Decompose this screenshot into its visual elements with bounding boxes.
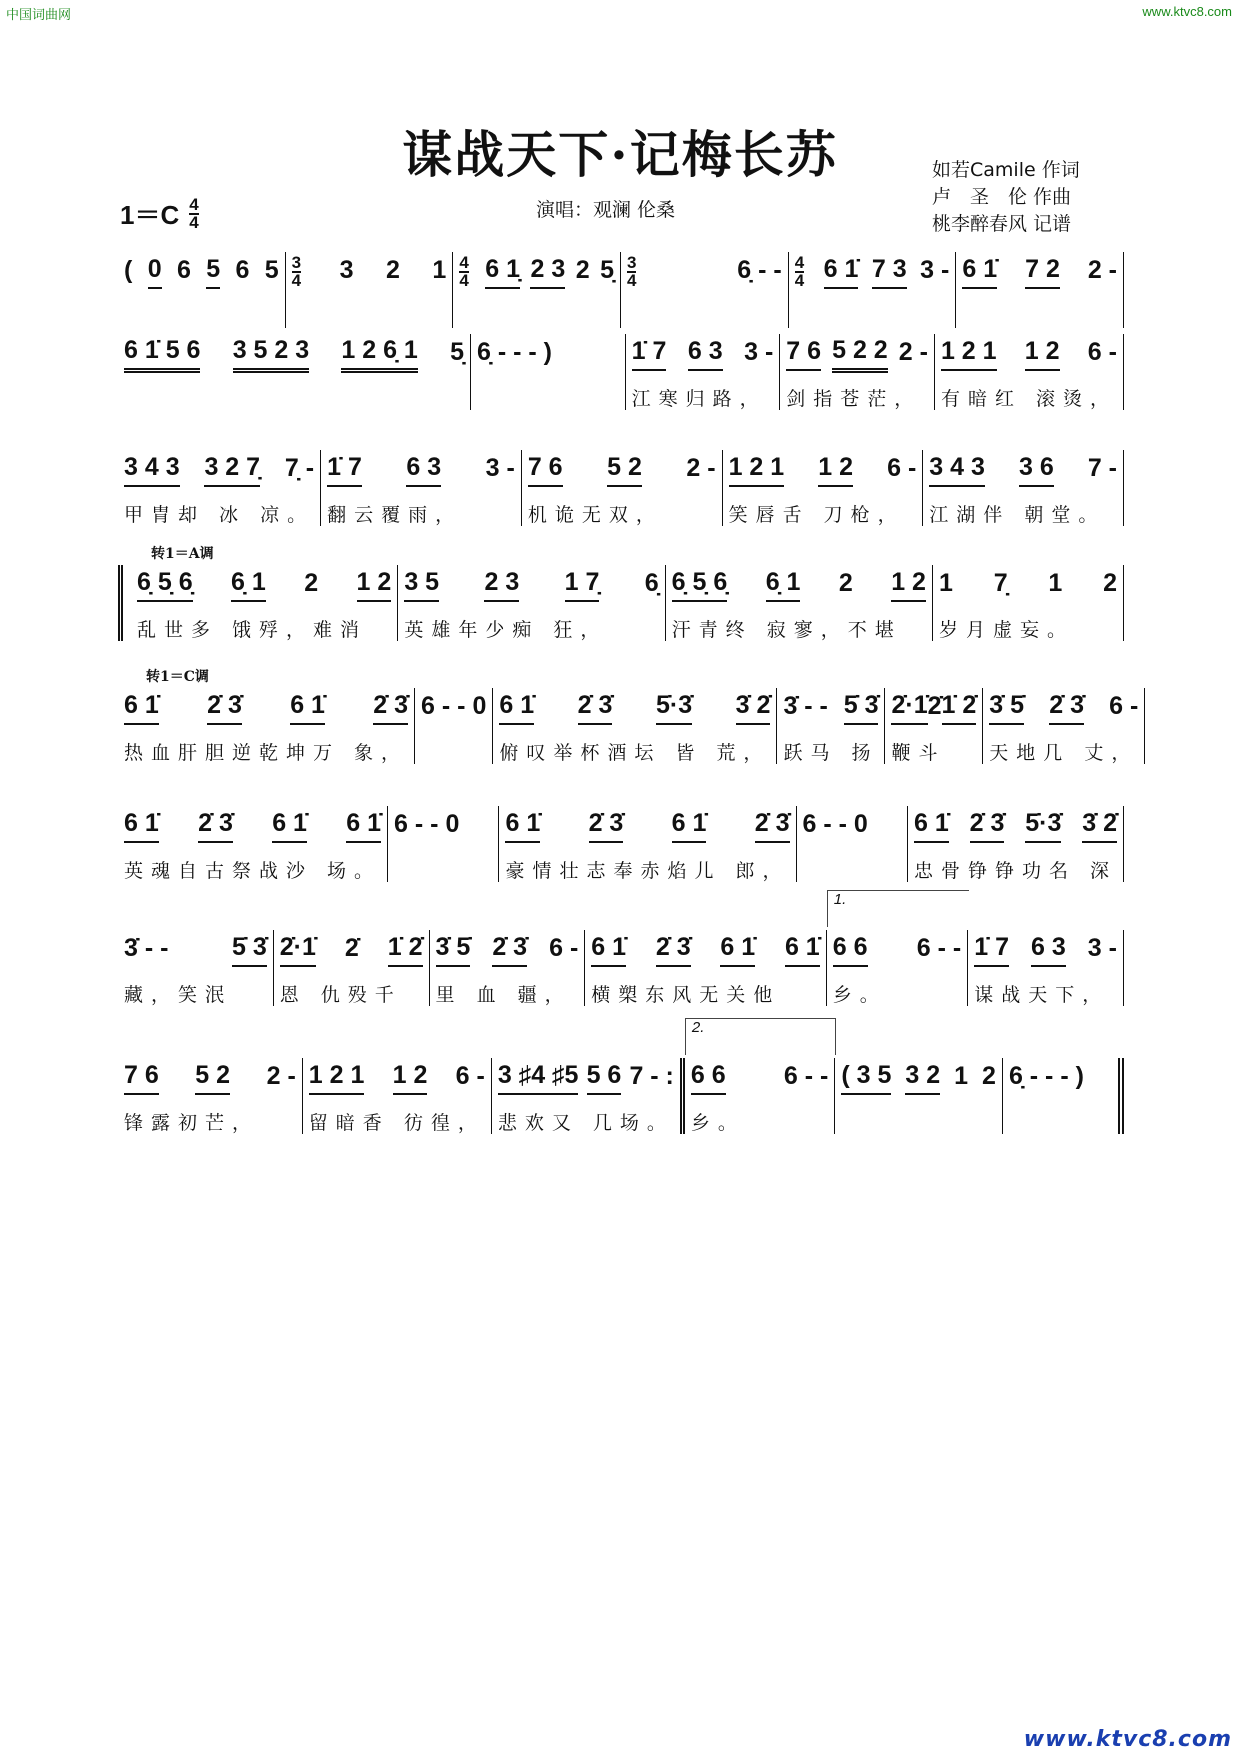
score-row <box>118 669 1139 764</box>
time-signature <box>189 194 199 232</box>
note-group: 7 6 <box>124 1061 159 1095</box>
lyric-line: 热血肝胆逆乾坤万 象， <box>124 742 409 764</box>
time-signature: 4 4 <box>459 253 469 290</box>
note-group: 2̇·1̇ <box>891 691 927 725</box>
measure <box>492 1058 685 1134</box>
measure <box>493 688 777 764</box>
measure <box>118 252 286 328</box>
note-line <box>499 688 770 728</box>
lyric-line: 乡。 <box>690 1112 745 1134</box>
note-group: 3 4 3 <box>929 453 985 487</box>
lyric-line <box>1009 1108 1112 1134</box>
measure <box>968 930 1124 1006</box>
lyric-line: 剑指苍茫， <box>786 388 922 410</box>
measure <box>415 688 493 764</box>
note-group: 1 2 6̣ 1 <box>341 336 417 373</box>
note-line <box>632 334 774 374</box>
note-line <box>929 450 1117 490</box>
measure <box>118 930 274 1006</box>
lyric-line <box>477 384 619 410</box>
measure <box>274 930 430 1006</box>
note-group: 1 2 <box>357 568 392 602</box>
lyric-line <box>795 302 950 328</box>
lyric-line: 悲欢又 几场。 <box>497 1112 674 1134</box>
note-group: 6 - - <box>916 934 962 962</box>
note-group: 6 - - 0 <box>421 692 487 720</box>
measure <box>398 565 665 641</box>
note-line <box>436 930 579 970</box>
note-line <box>941 334 1117 374</box>
note-line <box>498 1058 674 1098</box>
measure <box>471 334 626 410</box>
note-group: 5 <box>206 255 220 289</box>
note-group: 6 3 <box>1031 933 1066 967</box>
lyric-line: 天地几 丈， <box>989 742 1139 764</box>
measure <box>780 334 935 410</box>
lyric-line <box>124 302 279 328</box>
note-group: 3̇ 2̇ <box>736 691 771 725</box>
measure <box>723 450 924 526</box>
note-group: 2 - <box>266 1062 296 1090</box>
note-line <box>327 450 515 490</box>
note-group: 3 4 3 <box>124 453 180 487</box>
note-group: 6 1̇ <box>962 255 997 289</box>
note-line <box>528 450 716 490</box>
measure <box>118 334 471 410</box>
lyric-line: 汗青终 寂寥，不堪 <box>671 619 902 641</box>
lyric-line: 藏，笑泯 <box>124 984 233 1006</box>
lyric-line <box>394 856 492 882</box>
note-group: 6 1̇ <box>720 933 755 967</box>
note-group: 1 2 1 <box>941 337 997 371</box>
note-group: 6 1̇ <box>346 809 381 843</box>
note-group: 3 6 <box>1019 453 1054 487</box>
site-name-left[interactable]: 中国词曲网 <box>6 8 72 23</box>
lyric-line: 笑唇舌 刀枪， <box>728 504 905 526</box>
note-line <box>939 565 1117 605</box>
note-group: 6 3 <box>688 337 723 371</box>
lyric-line: 英雄年少痴 狂， <box>404 619 608 641</box>
note-group: 2 3 <box>484 568 519 602</box>
lyric-line: 锋露初芒， <box>124 1112 260 1134</box>
note-group: 6 3 <box>406 453 441 487</box>
lyric-line: 翻云覆雨， <box>327 504 463 526</box>
note-group: 6 - <box>887 454 917 482</box>
lyric-line <box>124 384 464 410</box>
note-group: 6̣ - - <box>737 256 782 284</box>
lyric-line: 跃马 扬 <box>783 742 879 764</box>
measure <box>626 334 781 410</box>
note-group: 6 1̇ <box>272 809 307 843</box>
note-group: ( 3 5 <box>841 1061 891 1095</box>
measure <box>118 546 398 641</box>
measure <box>935 334 1124 410</box>
note-line <box>914 806 1117 846</box>
note-group: 2 <box>838 569 853 597</box>
measure <box>789 252 957 328</box>
note-line <box>124 930 267 970</box>
note-group: 7̣ <box>993 569 1008 597</box>
note-group: 2 <box>386 256 400 284</box>
measure <box>522 450 723 526</box>
note-group: 3 <box>339 256 354 284</box>
note-group: 7 6 <box>786 337 821 371</box>
note-group: 2̇ 3̇ <box>656 933 691 967</box>
composer-credit: 卢 圣 伦 作曲 <box>932 186 1072 208</box>
note-group: 2 - <box>1087 256 1118 284</box>
note-group: 5 2 <box>195 1061 230 1095</box>
note-group: 2 <box>1103 569 1117 597</box>
note-group: 7 3 <box>872 255 907 289</box>
note-group: 3̇ 5̇ <box>436 933 471 967</box>
measure <box>430 930 586 1006</box>
note-group: 3 5 <box>404 568 439 602</box>
note-line <box>833 930 962 970</box>
note-line <box>1009 1058 1112 1098</box>
measure <box>908 806 1124 882</box>
measure <box>885 688 983 764</box>
note-group: 6 <box>235 256 250 284</box>
note-group: 6̣ - - - ) <box>476 338 552 366</box>
note-group: 1 <box>954 1062 969 1090</box>
note-group: 6 1̇ <box>124 809 159 843</box>
measure <box>321 450 522 526</box>
note-group: 5 <box>264 256 279 284</box>
note-group: 1 2 1 <box>309 1061 365 1095</box>
measure <box>118 450 321 526</box>
note-line <box>989 688 1138 728</box>
score-row <box>118 1019 1124 1134</box>
note-group: 6 1̇ <box>591 933 626 967</box>
note-group: 6̣ <box>644 569 659 597</box>
note-group: 5̇·3̇ <box>1025 809 1061 843</box>
note-group: 5 6 <box>587 1061 622 1095</box>
note-group: 6 1̇ <box>124 691 159 725</box>
note-group: 5 2 <box>607 453 642 487</box>
note-line <box>783 688 878 728</box>
note-group: 3̇ 5̇ <box>989 691 1024 725</box>
lyric-line <box>459 302 614 328</box>
measure <box>286 252 454 328</box>
note-group: 6 1̇ <box>914 809 949 843</box>
measure <box>835 1058 1003 1134</box>
lyric-line: 江寒归路， <box>631 388 767 410</box>
lyric-line <box>962 302 1117 328</box>
note-group: 1 <box>938 569 953 597</box>
note-group: 6 - - <box>783 1062 829 1090</box>
lyric-line: 俯叹举杯酒坛 皆 荒， <box>499 742 771 764</box>
key-signature <box>120 195 205 232</box>
note-group: 2̇ 3̇ <box>970 809 1005 843</box>
score-row <box>118 546 1124 641</box>
lyric-line <box>627 302 782 328</box>
note-group: 6 1̇ <box>824 255 859 289</box>
measure <box>118 1058 303 1134</box>
volta-bracket: 2. <box>685 1018 836 1055</box>
note-line <box>803 806 901 846</box>
note-line <box>124 450 314 490</box>
measure <box>621 252 789 328</box>
note-group: 6 1̇ 5 6 <box>124 336 200 373</box>
lyricist-credit: 如若Camile 作词 <box>932 159 1080 181</box>
note-line <box>962 252 1117 292</box>
note-group: 5̇ 3̇ <box>232 933 267 967</box>
measure <box>303 1058 492 1134</box>
measure <box>777 688 885 764</box>
note-line <box>124 334 464 374</box>
note-group: 5̣ <box>450 338 464 366</box>
note-group: 2̇·1̇ <box>280 933 316 967</box>
lyric-line: 甲胄却 冰 凉。 <box>124 504 315 526</box>
note-group: 6̣ 5̣ 6̣ <box>137 568 193 602</box>
lyric-line: 恩 仇殁千 <box>279 984 402 1006</box>
note-group: 5̇·3̇ <box>656 691 692 725</box>
note-group: 1 2 <box>1025 337 1060 371</box>
measure <box>685 1019 835 1134</box>
note-group: 3 ♯4 ♯5 <box>498 1061 579 1095</box>
note-group: 7 6 <box>528 453 563 487</box>
note-group: 3̇ - - <box>783 692 828 720</box>
note-group: 2 - <box>686 454 716 482</box>
measure <box>666 565 933 641</box>
note-line <box>124 806 381 846</box>
note-line <box>292 252 447 292</box>
lyric-line: 乡。 <box>832 984 887 1006</box>
note-group: 6 - - 0 <box>394 810 460 838</box>
lyric-line: 江湖伴 朝堂。 <box>929 504 1106 526</box>
note-group: 5 2 2 <box>832 336 888 373</box>
note-group: 2̇ 3̇ <box>1049 691 1084 725</box>
note-line <box>591 930 819 970</box>
time-top: 4 <box>189 194 199 214</box>
note-group: 6 <box>176 256 191 284</box>
note-group: 2̇ 3̇ <box>373 691 408 725</box>
note-group: 6̣ 1 <box>231 568 266 602</box>
lyric-line: 忠骨铮铮功名 深 <box>913 860 1118 882</box>
note-line <box>404 565 658 605</box>
lyric-line: 机诡无双， <box>527 504 663 526</box>
note-group: 6 - <box>1087 338 1117 366</box>
measure <box>983 688 1145 764</box>
note-group: 1̇ 7 <box>974 933 1009 967</box>
note-line <box>891 688 976 728</box>
note-group: 2̇ 3̇ <box>578 691 613 725</box>
lyric-line: 岁月虚妄。 <box>938 619 1074 641</box>
note-line <box>137 565 391 605</box>
note-line <box>627 252 782 292</box>
note-group: 1̇ 7 <box>327 453 362 487</box>
note-line <box>691 1058 828 1098</box>
time-signature: 4 4 <box>794 253 805 290</box>
note-group: 0 <box>148 255 162 289</box>
note-group: 3̇ - - <box>124 934 169 962</box>
measure <box>797 806 908 882</box>
note-group: 1 2 <box>891 568 926 602</box>
score-row <box>118 806 1124 882</box>
lyric-line <box>292 302 447 328</box>
site-url-right[interactable]: www.ktvc8.com <box>1142 4 1232 19</box>
measure <box>923 450 1124 526</box>
note-group: 2̇ <box>344 934 359 962</box>
note-line <box>786 334 928 374</box>
note-line <box>795 252 950 292</box>
note-line <box>459 252 614 292</box>
note-line <box>841 1058 996 1098</box>
note-line <box>505 806 789 846</box>
note-group: 1 7̣ <box>565 568 600 602</box>
measure <box>453 252 621 328</box>
note-group: 5̣ <box>600 256 614 284</box>
note-group: 5̇ 3̇ <box>844 691 879 725</box>
note-group: 2̇ 3̇ <box>755 809 790 843</box>
note-group: 6̣ 1 <box>766 568 801 602</box>
note-group: 6̣ 5̣ 6̣ <box>672 568 728 602</box>
measure <box>827 891 969 1006</box>
note-group: 2 <box>575 256 590 284</box>
time-bottom: 4 <box>189 212 199 232</box>
note-group: 6 - <box>549 934 579 962</box>
note-group: 7̣ - <box>284 454 315 482</box>
note-group: 3 - <box>485 454 515 482</box>
note-group: 6 - <box>455 1062 485 1090</box>
time-signature: 3 4 <box>291 253 302 290</box>
note-group: 6 1̣ <box>485 255 520 289</box>
note-line <box>394 806 492 846</box>
note-group: 2̇ 3̇ <box>492 933 527 967</box>
note-group: 6 - - 0 <box>802 810 868 838</box>
score-row <box>118 252 1124 328</box>
lyric-line: 豪情壮志奉赤焰儿 郎， <box>505 860 790 882</box>
note-group: 2̇ 3̇ <box>207 691 242 725</box>
note-group: 2̇ 3̇ <box>589 809 624 843</box>
note-group: 3 5 2 3 <box>233 336 309 373</box>
lyric-line <box>841 1108 996 1134</box>
note-group: 6 1̇ <box>672 809 707 843</box>
measure <box>956 252 1124 328</box>
note-group: 7 - <box>1087 454 1118 482</box>
note-group: 2 - <box>898 338 928 366</box>
measure <box>118 806 388 882</box>
measure <box>1003 1058 1124 1134</box>
measure <box>388 806 499 882</box>
note-group: 3 - <box>920 256 950 284</box>
transcriber-credit: 桃李醉春风 记谱 <box>932 213 1072 235</box>
note-group: 6 6 <box>691 1061 726 1095</box>
note-line <box>280 930 423 970</box>
note-group: 3 2 <box>905 1061 940 1095</box>
note-group: ( <box>124 256 133 284</box>
note-group: 6 1̇ <box>785 933 820 967</box>
note-group: 1 2 1 <box>729 453 785 487</box>
note-line <box>477 334 619 374</box>
measure <box>933 565 1124 641</box>
note-line <box>124 252 279 292</box>
note-group: 1 2 <box>818 453 853 487</box>
lyric-line: 谋战天下， <box>974 984 1110 1006</box>
note-line <box>309 1058 485 1098</box>
lyric-line: 乱世多 饿殍，难消 <box>137 619 368 641</box>
song-title: 谋战天下·记梅长苏 <box>402 125 838 184</box>
note-group: 2 <box>982 1062 996 1090</box>
lyric-line: 留暗香 彷徨， <box>308 1112 485 1134</box>
lyric-line: 里 血 疆， <box>435 984 572 1006</box>
note-group: 2 <box>304 569 319 597</box>
site-logo <box>1024 1727 1232 1752</box>
note-line <box>672 565 926 605</box>
logo-text: www.ktvc8.com <box>1023 1727 1232 1752</box>
score-row <box>118 334 1124 410</box>
note-group: 1 2 <box>393 1061 428 1095</box>
note-group: 7 - : <box>629 1062 674 1090</box>
measure <box>585 930 826 1006</box>
note-group: 6̣ - - - ) <box>1008 1062 1084 1090</box>
note-group: 3 - <box>744 338 774 366</box>
key-label: 1＝C <box>120 200 180 230</box>
note-group: 1̇ 7 <box>632 337 667 371</box>
time-signature: 3 4 <box>627 253 637 290</box>
note-group: 7 2 <box>1025 255 1060 289</box>
note-group: 1 <box>1048 569 1063 597</box>
note-line <box>974 930 1117 970</box>
note-group: 2̇ <box>927 692 942 720</box>
note-group: 1̇ 2̇ <box>942 691 977 725</box>
score-row <box>118 450 1124 526</box>
note-line <box>124 1058 296 1098</box>
note-group: 2̇ 3̇ <box>198 809 233 843</box>
note-group: 1̇ 2̇ <box>388 933 423 967</box>
note-line <box>124 688 408 728</box>
lyric-line: 英魂自古祭战沙 场。 <box>124 860 382 882</box>
note-group: 6 1̇ <box>290 691 325 725</box>
measure <box>499 806 796 882</box>
note-group: 6 1̇ <box>499 691 534 725</box>
modulation-mark: 转1＝A调 <box>151 546 214 562</box>
lyric-line <box>421 738 486 764</box>
note-group: 2 3 <box>530 255 565 289</box>
score-row <box>118 891 1124 1006</box>
lyric-line: 横槊东风无关他 <box>591 984 781 1006</box>
modulation-mark: 转1＝C调 <box>146 669 209 685</box>
lyric-line <box>803 856 901 882</box>
note-line <box>729 450 917 490</box>
singer-credit: 演唱：观澜 伦桑 <box>536 199 676 221</box>
note-group: 3 2 7̣ <box>204 453 260 487</box>
lyric-line: 鞭斗 <box>891 742 946 764</box>
note-group: 6 - <box>1109 692 1139 720</box>
note-group: 3 - <box>1087 934 1117 962</box>
note-line <box>421 688 486 728</box>
note-group: 3̇ 2̇ <box>1082 809 1117 843</box>
note-group: 1 <box>432 256 447 284</box>
volta-bracket: 1. <box>827 890 970 927</box>
lyric-line: 有暗红 滚烫， <box>940 388 1117 410</box>
note-group: 6 1̇ <box>505 809 540 843</box>
note-group: 6 6 <box>833 933 868 967</box>
measure <box>118 669 415 764</box>
